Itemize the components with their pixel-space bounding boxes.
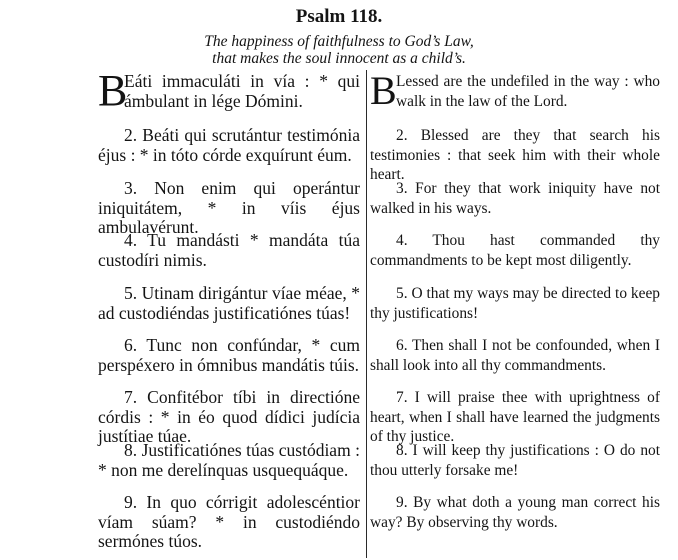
english-verse-1-text-wrap bbox=[370, 68, 660, 113]
subtitle-line-1: The happiness of faithfulness to God’s Law, bbox=[204, 33, 474, 50]
english-drop-cap: B bbox=[370, 68, 397, 113]
english-verse-2: 2. Blessed are they that search his testimonies : that seek him with their whole heart. bbox=[370, 127, 660, 183]
latin-verse-3: 3. Non enim qui operántur iniquitátem, * in víis éjus ambulavérunt. bbox=[98, 178, 360, 237]
english-verse-4: 4. Thou hast commanded thy commandments to be kept most diligently. bbox=[370, 232, 660, 269]
english-verse-8: 8. I will keep thy justifications : O do not thou utterly forsake me! bbox=[370, 442, 660, 479]
english-verse-1-text: Lessed are the undefiled in the way : who walk in the law of the Lord. bbox=[396, 73, 660, 110]
english-verse-7: 7. I will praise thee with uprightness of heart, when I shall have learned the judgments of thy justice. bbox=[370, 389, 660, 445]
column-divider bbox=[366, 70, 367, 558]
latin-verse-1 bbox=[98, 66, 360, 115]
english-verse-1 bbox=[370, 68, 660, 113]
english-verse-5: 5. O that my ways may be directed to keep thy justifications! bbox=[370, 285, 660, 322]
english-verse-3: 3. For they that work iniquity have not walked in his ways. bbox=[370, 180, 660, 217]
latin-verse-4: 4. Tu mandásti * mandáta túa custodíri nimis. bbox=[98, 230, 360, 270]
latin-drop-cap: B bbox=[98, 66, 128, 115]
psalm-title: Psalm 118. bbox=[295, 6, 383, 27]
latin-verse-5: 5. Utinam dirigántur víae méae, * ad custodiéndas justificatiónes túas! bbox=[98, 283, 360, 323]
latin-verse-7: 7. Confitébor tíbi in directióne córdis : * in éo quod dídici judícia justítiae túae. bbox=[98, 387, 360, 446]
latin-verse-9: 9. In quo córrigit adolescéntior víam súam? * in custodiéndo sermónes túos. bbox=[98, 492, 360, 551]
english-verse-6: 6. Then shall I not be confounded, when I shall look into all thy commandments. bbox=[370, 337, 660, 374]
latin-verse-1-text-wrap bbox=[98, 66, 360, 115]
latin-verse-6: 6. Tunc non confúndar, * cum perspéxero in ómnibus mandátis túis. bbox=[98, 335, 360, 375]
subtitle-line-2: that makes the soul innocent as a child’s. bbox=[212, 50, 466, 67]
psalm-subtitle bbox=[0, 33, 678, 67]
latin-verse-8: 8. Justificatiónes túas custódiam : * non me derelínquas usquequáque. bbox=[98, 440, 360, 480]
latin-verse-2: 2. Beáti qui scrutántur testimónia éjus : * in tóto córde exquírunt éum. bbox=[98, 125, 360, 165]
latin-verse-1-text: Eáti immaculáti in vía : * qui ámbulant in lége Dómini. bbox=[124, 71, 360, 111]
english-verse-9: 9. By what doth a young man correct his way? By observing thy words. bbox=[370, 494, 660, 531]
